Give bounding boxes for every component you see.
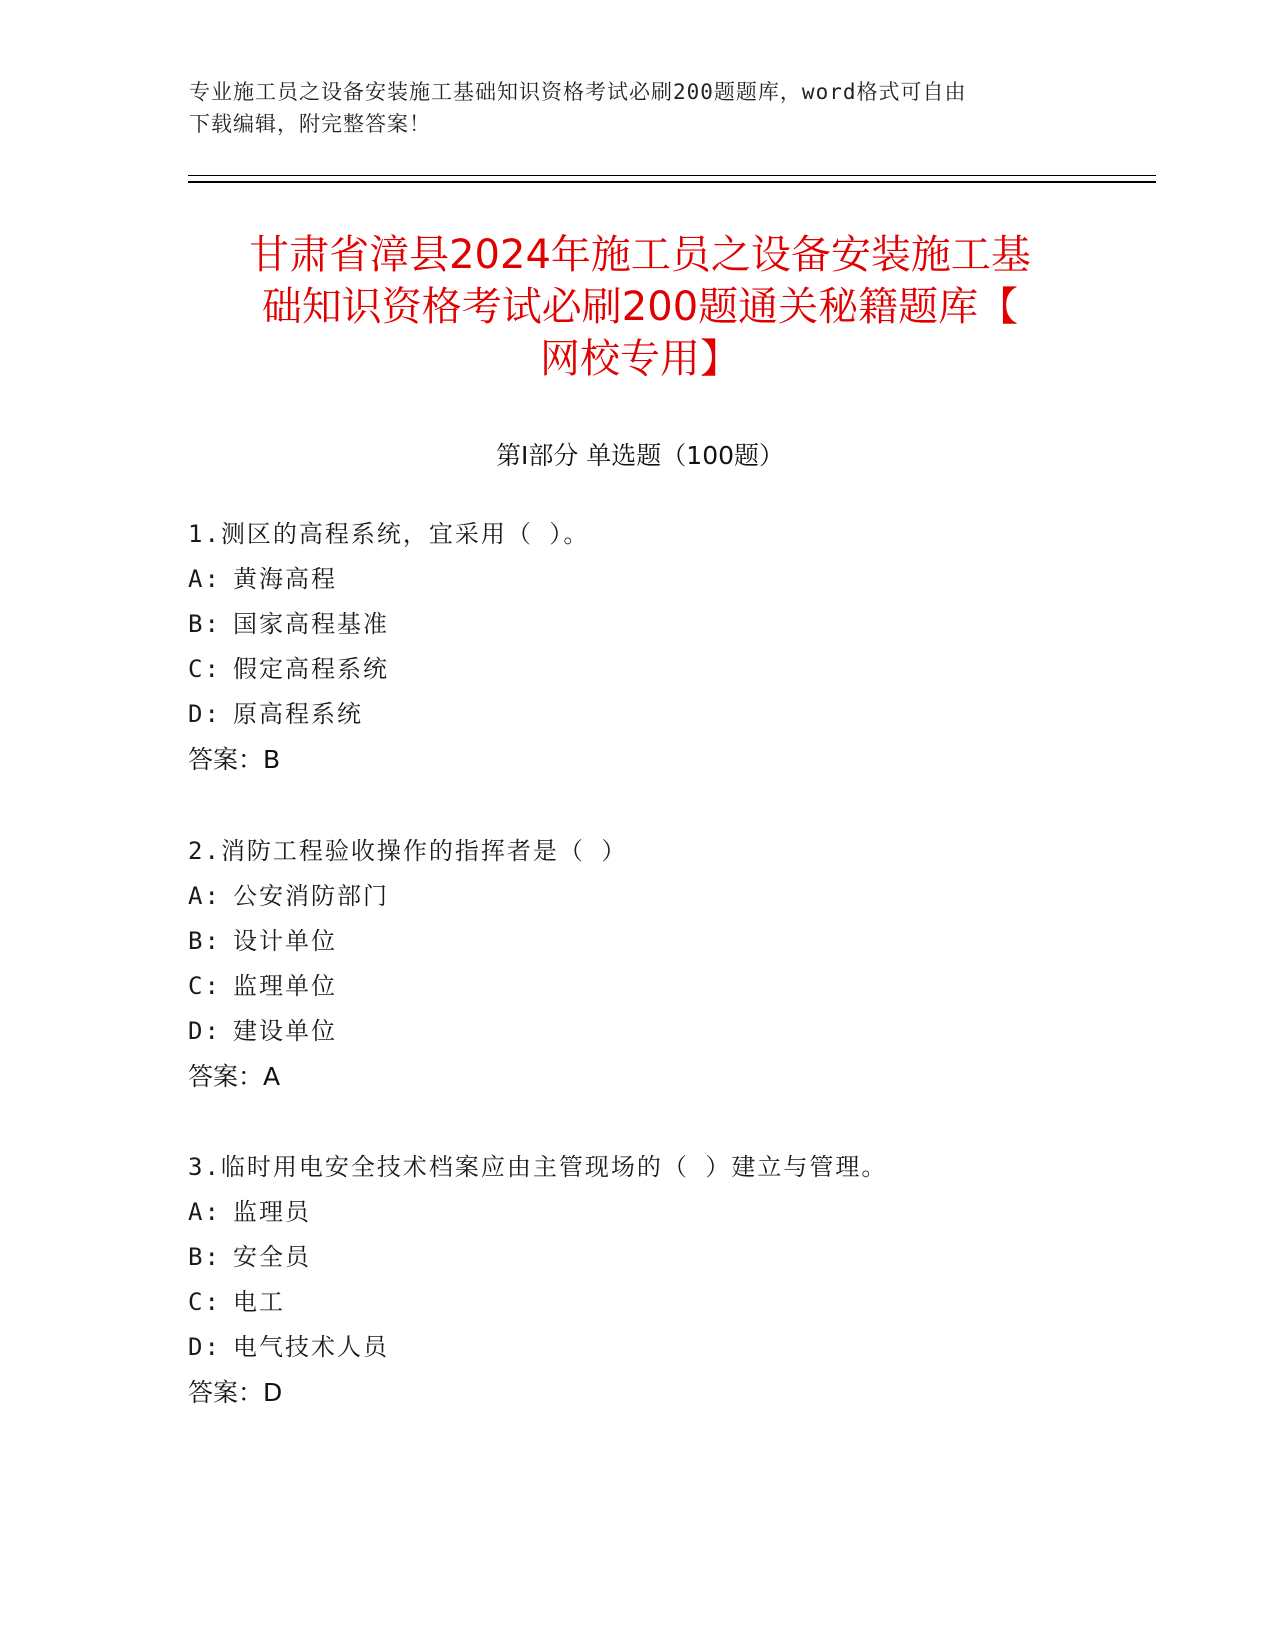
option-text: 监理单位 — [233, 972, 337, 1000]
option-text: 原高程系统 — [233, 700, 363, 728]
option-b — [188, 919, 1148, 964]
option-d — [188, 1325, 1148, 1370]
option-c — [188, 647, 1148, 692]
option-text: 监理员 — [233, 1198, 311, 1226]
question-item — [188, 1145, 1148, 1415]
header-note — [189, 76, 1089, 140]
option-text: 电工 — [233, 1288, 285, 1316]
option-key: C: — [188, 655, 221, 683]
question-item — [188, 829, 1148, 1099]
option-text: 假定高程系统 — [233, 655, 389, 683]
option-text: 国家高程基准 — [233, 610, 389, 638]
question-stem: 3.临时用电安全技术档案应由主管现场的（ ）建立与管理。 — [188, 1153, 888, 1181]
option-text: 黄海高程 — [233, 565, 337, 593]
option-a — [188, 874, 1148, 919]
option-c — [188, 964, 1148, 1009]
answer-text: 答案：A — [188, 1062, 281, 1091]
question-stem: 1.测区的高程系统，宜采用（ ）。 — [188, 520, 590, 548]
option-key: C: — [188, 1288, 221, 1316]
document-title — [180, 229, 1100, 385]
option-key: A: — [188, 882, 221, 910]
option-text: 公安消防部门 — [233, 882, 389, 910]
option-b — [188, 1235, 1148, 1280]
option-text: 设计单位 — [233, 927, 337, 955]
question-stem: 2.消防工程验收操作的指挥者是（ ） — [188, 837, 628, 865]
option-key: D: — [188, 700, 221, 728]
option-d — [188, 1009, 1148, 1054]
option-key: C: — [188, 972, 221, 1000]
option-c — [188, 1280, 1148, 1325]
option-key: D: — [188, 1333, 221, 1361]
option-key: A: — [188, 1198, 221, 1226]
question-item — [188, 512, 1148, 782]
section-title: 第Ⅰ部分 单选题（100题） — [495, 441, 785, 470]
header-note-line: 专业施工员之设备安装施工基础知识资格考试必刷200题题库，word格式可自由 — [189, 80, 967, 104]
option-a — [188, 557, 1148, 602]
header-divider-thin — [188, 175, 1156, 176]
document-title-line: 础知识资格考试必刷200题通关秘籍题库【 — [261, 284, 1019, 330]
option-key: B: — [188, 610, 221, 638]
option-text: 安全员 — [233, 1243, 311, 1271]
option-text: 电气技术人员 — [233, 1333, 389, 1361]
answer-text: 答案：B — [188, 745, 281, 774]
option-key: B: — [188, 1243, 221, 1271]
option-key: D: — [188, 1017, 221, 1045]
option-key: B: — [188, 927, 221, 955]
answer-text: 答案：D — [188, 1378, 283, 1407]
option-b — [188, 602, 1148, 647]
option-a — [188, 1190, 1148, 1235]
option-d — [188, 692, 1148, 737]
header-note-line: 下载编辑，附完整答案！ — [189, 112, 431, 136]
header-divider-thick — [188, 181, 1156, 183]
option-text: 建设单位 — [233, 1017, 337, 1045]
option-key: A: — [188, 565, 221, 593]
document-title-line: 甘肃省漳县2024年施工员之设备安装施工基 — [249, 232, 1031, 278]
document-title-line: 网校专用】 — [540, 336, 740, 382]
